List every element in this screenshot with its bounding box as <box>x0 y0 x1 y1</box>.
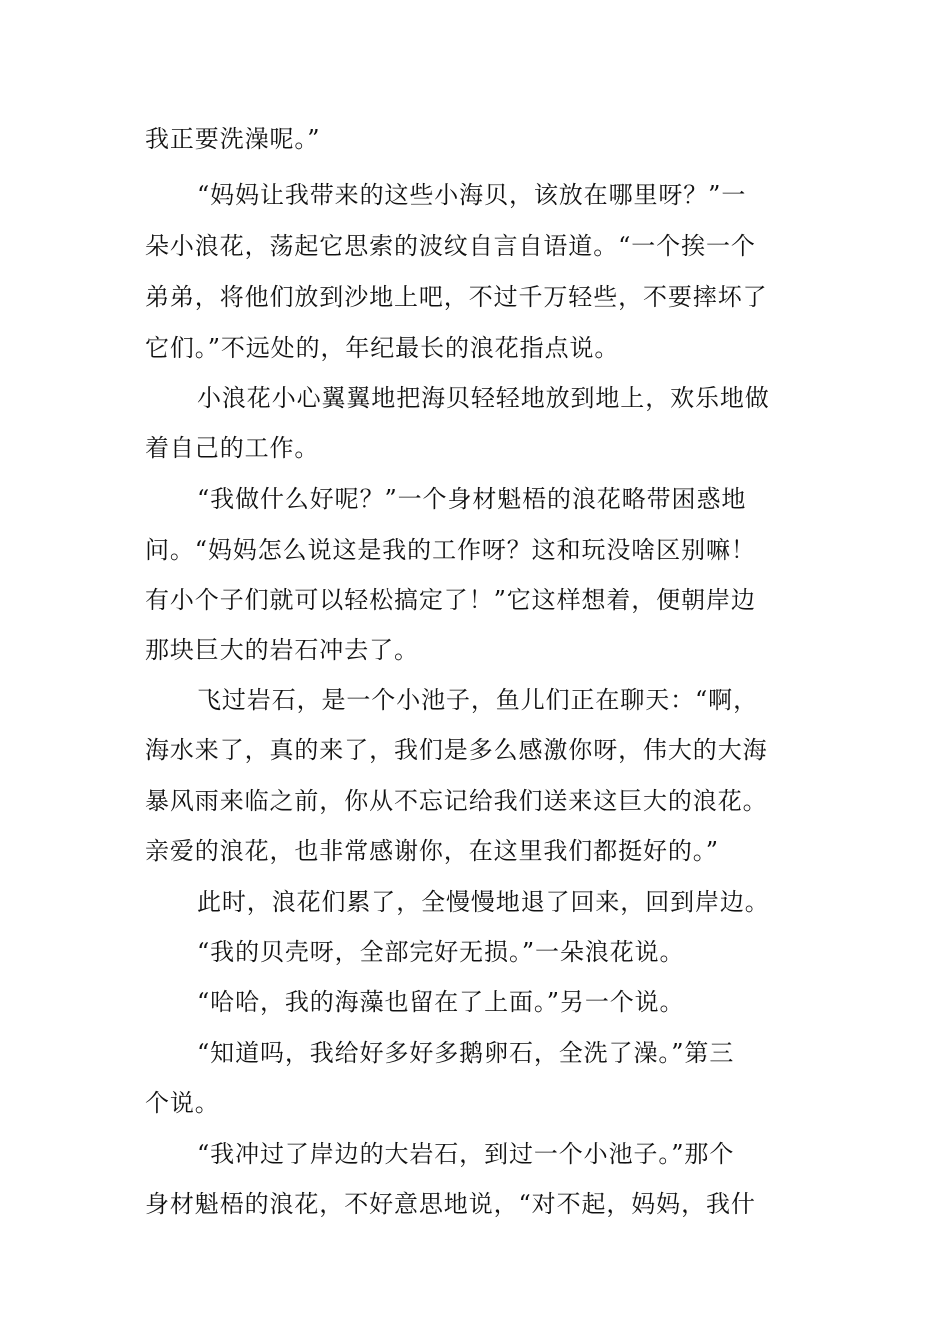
text-line: “我冲过了岸边的大岩石，到过一个小池子。”那个 <box>197 1140 735 1168</box>
text-line: 暴风雨来临之前，你从不忘记给我们送来这巨大的浪花。 <box>145 787 768 815</box>
text-line: 身材魁梧的浪花，不好意思地说，“对不起，妈妈，我什 <box>145 1190 756 1218</box>
text-line: 我正要洗澡呢。” <box>145 125 321 153</box>
text-line: 飞过岩石，是一个小池子，鱼儿们正在聊天：“啊， <box>197 686 758 714</box>
text-line: 有小个子们就可以轻松搞定了！”它这样想着，便朝岸边 <box>145 586 756 614</box>
text-line: 那块巨大的岩石冲去了。 <box>145 636 419 664</box>
text-line: 此时，浪花们累了，全慢慢地退了回来，回到岸边。 <box>197 888 770 916</box>
text-line: 问。“妈妈怎么说这是我的工作呀？这和玩没啥区别嘛！ <box>145 536 756 564</box>
text-line: 个说。 <box>145 1089 220 1117</box>
text-line: 弟弟，将他们放到沙地上吧，不过千万轻些，不要摔坏了 <box>145 283 768 311</box>
text-line: 朵小浪花，荡起它思索的波纹自言自语道。“一个挨一个 <box>145 232 756 260</box>
text-line: 海水来了，真的来了，我们是多么感激你呀，伟大的大海 <box>145 736 768 764</box>
text-line: 着自己的工作。 <box>145 434 320 462</box>
text-line: “我的贝壳呀，全部完好无损。”一朵浪花说。 <box>197 938 685 966</box>
text-line: 小浪花小心翼翼地把海贝轻轻地放到地上，欢乐地做 <box>197 384 770 412</box>
text-line: “哈哈，我的海藻也留在了上面。”另一个说。 <box>197 988 685 1016</box>
text-line: “我做什么好呢？”一个身材魁梧的浪花略带困惑地 <box>197 485 747 513</box>
text-line: 亲爱的浪花，也非常感谢你，在这里我们都挺好的。” <box>145 837 719 865</box>
text-line: “知道吗，我给好多好多鹅卵石，全洗了澡。”第三 <box>197 1039 735 1067</box>
text-line: 它们。”不远处的，年纪最长的浪花指点说。 <box>145 334 620 362</box>
text-line: “妈妈让我带来的这些小海贝，该放在哪里呀？”一 <box>197 181 747 209</box>
